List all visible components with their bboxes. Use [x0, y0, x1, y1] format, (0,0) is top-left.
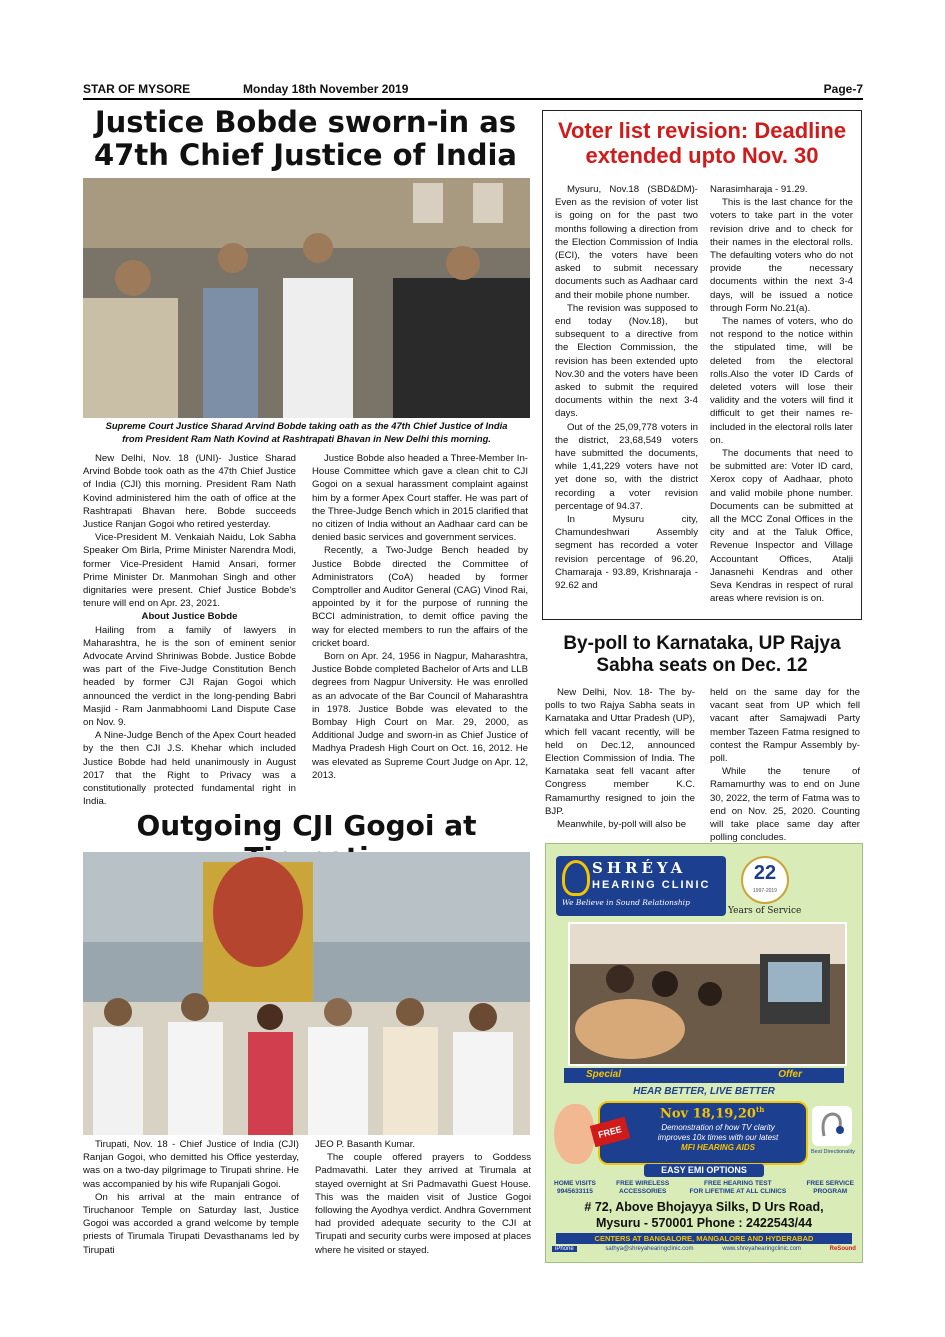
years-badge — [741, 856, 789, 904]
story4-photo — [83, 852, 530, 1135]
free-badge: FREE — [590, 1117, 630, 1148]
story3-headline-line1: By-poll to Karnataka, UP Rajya — [563, 633, 841, 654]
ad-offer: Offer — [778, 1069, 802, 1080]
story1-caption-line1: Supreme Court Justice Sharad Arvind Bobde taking oath as the 47th Chief Justice of India — [105, 420, 508, 431]
offer-demo-line3: MFI HEARING AIDS — [681, 1143, 755, 1152]
offer-dates-text: Nov 18,19,20 — [660, 1106, 756, 1122]
offer-demo — [632, 1123, 804, 1153]
ear-icon — [554, 1104, 594, 1164]
ad-address: # 72, Above Bhojayya Silks, D Urs Road, — [584, 1200, 824, 1214]
story1-headline — [83, 106, 528, 173]
story3-headline-line2: Sabha seats on Dec. 12 — [596, 654, 808, 676]
ear-logo-icon — [562, 860, 590, 896]
years-range: 1997-2019 — [753, 888, 777, 894]
service-line1: HOME VISITS — [554, 1180, 596, 1187]
paragraph: Hailing from a family of lawyers in Maharashtra, he is the son of eminent senior Advocate Arvind Shriniwas Bobde. Justice Bobde was part of the Five-Judge Constitution Bench headed by former CJI Rajan Gogoi which announced the verdict in the long-pending Babri Masjid - Ram Janmabhoomi Land Dispute Case on Nov. 9. — [83, 624, 296, 729]
story1-column-1 — [83, 452, 296, 808]
paragraph: Mysuru, Nov.18 (SBD&DM)- Even as the revision of voter list is going on for the past two months following a direction from the Election Commission of India (ECI), the voters have been asked to submit necessary documents such as Aadhaar card and their mobile phone number. — [555, 184, 698, 301]
ad-family-photo — [568, 922, 847, 1066]
paragraph: The documents that need to be submitted are: Voter ID card, Xerox copy of Aadhaar, photo and valid mobile phone number. Documents can be submitted at all the MCC Zonal Offices in the city and at the Taluk Office, Revenue Inspector and Village Accountant Offices, Atalji Janasnehi Kendras and other Seva Kendras in respect of rural areas where revision is on. — [710, 448, 853, 605]
story1-caption-line2: from President Ram Nath Kovind at Rashtrapati Bhavan in New Delhi this morning. — [122, 432, 491, 444]
story1-column-2 — [312, 452, 528, 782]
story3-column-2 — [710, 686, 860, 844]
paragraph: A Nine-Judge Bench of the Apex Court headed by the then CJI J.S. Khehar which included Justice Bobde had held unanimously in August 2017 that the Right to Privacy was a constitutionally protected fundamental right in India. — [83, 730, 296, 808]
story4-column-2 — [315, 1138, 531, 1257]
offer-demo-line2: improves 10x times with our latest — [657, 1133, 779, 1142]
ad-city-phone: Mysuru - 570001 Phone : 2422543/44 — [595, 1216, 813, 1230]
story3-headline — [542, 633, 862, 677]
offer-box — [598, 1101, 808, 1165]
paragraph: New Delhi, Nov. 18 (UNI)- Justice Sharad Arvind Bobde took oath as the 47th Chief Justice of India (CJI) this morning. President Ram Nath Kovind administered him the oath of office at the Rashtrapati Bhavan here. Bobde succeeds Justice Ranjan Gogoi who retired yesterday. — [83, 453, 296, 531]
paragraph: Out of the 25,09,778 voters in the district, 23,68,549 voters have submitted the documents, while 1,41,229 voters have not yet done so, with the district recording a voter revision percentage of 94.37. — [555, 421, 698, 512]
ad-website[interactable]: www.shreyahearingclinic.com — [722, 1246, 801, 1252]
story2-headline-line1: Voter list revision: Deadline — [557, 118, 847, 143]
ad-brand: SHRÉYA — [592, 859, 687, 877]
paragraph: While the tenure of Ramamurthy was to end on June 30, 2022, the term of Fatma was to end on Nov. 25, 2020. Counting will take place same day after polling concludes. — [710, 766, 860, 844]
paragraph: Vice-President M. Venkaiah Naidu, Lok Sabha Speaker Om Birla, Prime Minister Narendra Modi, former Vice-President Hamid Ansari, former Prime Minister Dr. Manmohan Singh and other dignitaries were present. Chief Justice Bobde's tenure will end on Apr. 23, 2021. — [83, 532, 296, 610]
service-wireless — [616, 1180, 669, 1196]
ad-centers: CENTERS AT BANGALORE, MANGALORE AND HYDERABAD — [556, 1233, 852, 1244]
offer-dates-sup: th — [755, 1105, 765, 1114]
story2-headline-line2: extended upto Nov. 30 — [585, 143, 819, 169]
story4-column-1 — [83, 1138, 299, 1257]
paragraph: On his arrival at the main entrance of Tiruchanoor Temple on Saturday last, Justice Gogoi was accorded a grand welcome by temple priests of Tirumala Tirupati Devasthanams led by Tirupati — [83, 1191, 299, 1256]
ad-footer — [552, 1246, 856, 1252]
issue-date: Monday 18th November 2019 — [243, 82, 409, 96]
easy-emi-banner: EASY EMI OPTIONS — [644, 1164, 764, 1177]
special-offer-ribbon — [564, 1068, 844, 1083]
page-header — [83, 80, 863, 100]
shreya-advertisement[interactable] — [545, 843, 863, 1263]
page-number: Page-7 — [823, 82, 863, 96]
service-hearing-test — [689, 1180, 786, 1196]
paragraph: JEO P. Basanth Kumar. — [315, 1139, 416, 1150]
ad-address-block — [546, 1199, 862, 1231]
ad-special: Special — [586, 1069, 622, 1080]
ad-partner1: iPhone — [552, 1246, 577, 1252]
service-line1: FREE HEARING TEST — [704, 1180, 772, 1187]
story2-column-2 — [710, 183, 853, 606]
paragraph: The couple offered prayers to Goddess Padmavathi. Later they arrived at Tirumala at stayed overnight at Sri Padmavathi Guest House. This was the maiden visit of Justice Gogoi following the Ayodhya verdict. Andhra Government had provided adequate security to the CJI at Tirupati and security curbs were imposed at places where he visited or stayed. — [315, 1152, 531, 1256]
ad-partner2: ReSound — [829, 1246, 856, 1252]
story2-column-1 — [555, 183, 698, 592]
story1-headline-line1: Justice Bobde sworn-in as — [94, 105, 517, 139]
paragraph: New Delhi, Nov. 18- The by-polls to two Rajya Sabha seats in Karnataka and Uttar Pradesh (UP), which fell vacant recently, will be held on Dec.12, announced Election Commission of India. The Karnataka seat fell vacant after Congress member K.C. Ramamurthy resigned to join the BJP. — [545, 687, 695, 817]
offer-dates — [660, 1105, 764, 1121]
paragraph: Justice Bobde also headed a Three-Member In-House Committee which gave a clean chit to CJI Gogoi on a sexual harassment complaint against him by a former Apex Court staffer. He was part of the Three-Judge Bench which in 2015 clarified that no citizen of India without an Aadhaar card can be denied basic services and government services. — [312, 453, 528, 544]
service-line2: FOR LIFETIME AT ALL CLINICS — [689, 1188, 787, 1195]
service-line2: ACCESSORIES — [619, 1188, 667, 1195]
services-row — [554, 1180, 854, 1196]
story3-column-1 — [545, 686, 695, 831]
paragraph: Meanwhile, by-poll will also be — [557, 819, 687, 831]
paragraph: This is the last chance for the voters to take part in the voter revision drive and to check for their names in the electoral rolls. The defaulting voters who do not provide the necessary documents within the next 3-4 days, will be issued a notice through Form No.21(a). — [710, 197, 853, 314]
service-line1: FREE SERVICE — [806, 1180, 854, 1187]
service-line1: FREE WIRELESS — [616, 1180, 670, 1187]
story1-photo — [83, 178, 530, 418]
paragraph: Tirupati, Nov. 18 - Chief Justice of India (CJI) Ranjan Gogoi, who demitted his Office yesterday, was on a two-day pilgrimage to Tirupati shrine. He was accompanied by his wife Rupanjali Gogoi. — [83, 1139, 299, 1190]
paragraph: In Mysuru city, Chamundeshwari Assembly segment has recorded a voter revision percentage of 96.20, Chamaraja - 93.89, Krishnaraja - 92.62 and — [555, 514, 698, 592]
story1-subhead: About Justice Bobde — [141, 611, 238, 623]
paragraph: The names of voters, who do not respond to the notice within the stipulated time, will be deleted from the electoral rolls.Also the voter ID Cards of deleted voters will lose their validity and the voters will find it difficult to get their names re-included in the electoral rolls later on. — [710, 316, 853, 446]
service-line2: PROGRAM — [813, 1188, 848, 1195]
paragraph: The revision was supposed to end today (Nov.18), but subsequent to a directive from the Election Commission, the revision has been extended upto Nov.30 and the voters have been asked to submit the required documents within the next 3-4 days. — [555, 302, 698, 420]
ad-brand-sub: HEARING CLINIC — [592, 879, 711, 891]
offer-demo-line1: Demonstration of how TV clarity — [661, 1123, 775, 1132]
story1-headline-line2: 47th Chief Justice of India — [93, 138, 517, 173]
ad-headline: HEAR BETTER, LIVE BETTER — [633, 1086, 775, 1097]
shreya-logo — [556, 856, 726, 916]
service-home-visits — [554, 1180, 596, 1196]
paragraph: Born on Apr. 24, 1956 in Nagpur, Maharashtra, Justice Bobde completed Bachelor of Arts and LLB degrees from Nagpur University. He was enrolled as an advocate of the Bar Council of Maharashtra in 1978. Justice Bobde was elevated to the Bombay High Court on Mar. 29, 2000, as Additional Judge and sworn-in as Chief Justice of Madhya Pradesh High Court on Oct. 16, 2012. He was elevated as Supreme Court Judge on Apr. 12, 2013. — [312, 651, 528, 781]
story1-caption — [83, 420, 530, 445]
service-line2: 9945633115 — [557, 1188, 593, 1195]
best-directionality: Best Directionality — [810, 1149, 856, 1155]
ad-email[interactable]: sathya@shreyahearingclinic.com — [605, 1246, 694, 1252]
paragraph: Recently, a Two-Judge Bench headed by Justice Bobde directed the Committee of Administrators (CoA) headed by former Comptroller and Auditor General (CAG) Vinod Rai, appointed by it for the purpose of running the BCCI administration, to demit office paving the way for elected members to run the affairs of the cricket board. — [312, 545, 528, 649]
story2-headline — [545, 118, 859, 169]
service-program — [806, 1180, 854, 1196]
ad-tagline: We Believe in Sound Relationship — [562, 898, 690, 907]
years-number: 22 — [753, 862, 777, 884]
hearing-aid-icon — [812, 1106, 852, 1146]
paragraph: Narasimharaja - 91.29. — [710, 184, 808, 195]
paragraph: held on the same day for the vacant seat from UP which fell vacant after Samajwadi Party member Tazeen Fatma resigned to contest the Rampur Assembly by-poll. — [710, 687, 860, 765]
years-label: Years of Service — [728, 906, 802, 916]
story4-headline: Outgoing CJI Gogoi at — [136, 809, 477, 842]
publication-name: STAR OF MYSORE — [83, 82, 191, 96]
